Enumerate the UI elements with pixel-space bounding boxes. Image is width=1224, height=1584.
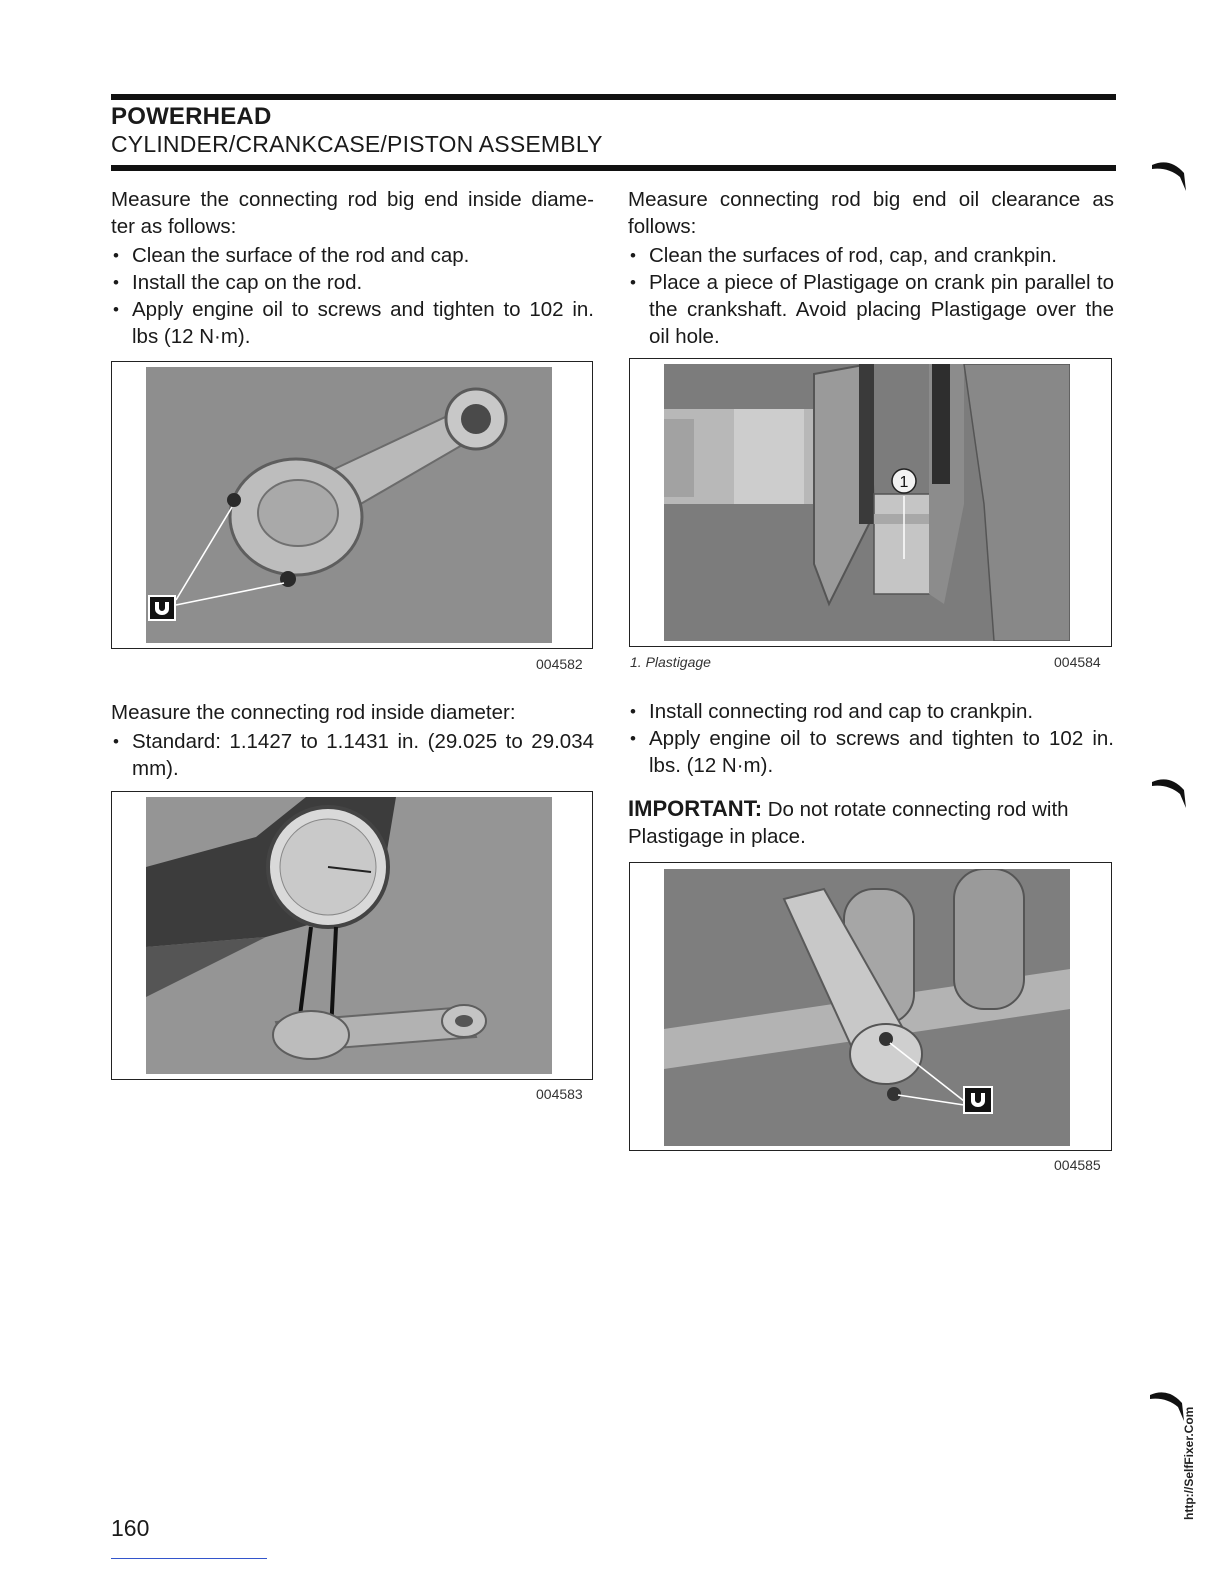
photo-connecting-rod: [146, 367, 552, 643]
figure-number: 004584: [1054, 654, 1101, 670]
figure-caption: 1. Plastigage: [630, 654, 711, 670]
left-bullet-list-2: [111, 728, 594, 782]
callout-1: [892, 469, 916, 493]
left-instructions-2: [111, 699, 594, 782]
right-instructions-1: [628, 186, 1114, 350]
figure-connecting-rod: [111, 361, 593, 649]
watermark: [1182, 1390, 1216, 1520]
important-note: [628, 795, 1114, 850]
figure-number: 004582: [536, 656, 583, 672]
torque-wrench-icon: [149, 596, 175, 620]
edge-tab-mark: [1150, 772, 1190, 812]
torque-wrench-icon: [964, 1087, 992, 1113]
list-item: • Apply engine oil to screws and tighten to 102 in. lbs. (12 N·m).: [628, 725, 1114, 779]
list-item: • Clean the surface of the rod and cap.: [111, 242, 594, 269]
callout-number: 1: [899, 474, 909, 491]
right-instructions-2: [628, 698, 1114, 850]
list-item: • Install the cap on the rod.: [111, 269, 594, 296]
right-bullet-list-1: [628, 242, 1114, 350]
left-intro-2: Measure the connecting rod inside diameter:: [111, 701, 516, 724]
figure-dial-gauge: [111, 791, 593, 1080]
watermark-text: http://SelfFixer.Com: [1182, 1406, 1196, 1520]
left-instructions-1: [111, 186, 594, 350]
figure-number: 004585: [1054, 1157, 1101, 1173]
right-intro-1: Measure connecting rod big end oil clearance as follows:: [628, 188, 1114, 238]
list-item: • Apply engine oil to screws and tighten to 102 in. lbs (12 N·m).: [111, 296, 594, 350]
list-item: • Standard: 1.1427 to 1.1431 in. (29.025 to 29.034 mm).: [111, 728, 594, 782]
header-rule-bottom: [111, 165, 1116, 171]
list-item: • Install connecting rod and cap to crankpin.: [628, 698, 1114, 725]
left-intro-1: Measure the connecting rod big end inside diame- ter as follows:: [111, 188, 594, 238]
right-bullet-list-2: [628, 698, 1114, 779]
photo-crankpin: [664, 364, 1070, 641]
figure-rod-installed: [629, 862, 1112, 1151]
subsection-title: CYLINDER/CRANKCASE/PISTON ASSEMBLY: [111, 131, 603, 157]
page-number: 160: [111, 1515, 150, 1541]
footer-divider: [111, 1558, 267, 1559]
important-text: Do not rotate connecting rod with Plastigage in place.: [628, 798, 1069, 848]
left-bullet-list-1: [111, 242, 594, 350]
list-item: • Place a piece of Plastigage on crank pin parallel to the crankshaft. Avoid placing Plastigage over the oil hole.: [628, 269, 1114, 350]
photo-dial-gauge: [146, 797, 552, 1074]
edge-tab-mark: [1150, 155, 1190, 195]
figure-plastigage: [629, 358, 1112, 647]
important-label: IMPORTANT:: [628, 796, 763, 821]
list-item: • Clean the surfaces of rod, cap, and crankpin.: [628, 242, 1114, 269]
section-title: POWERHEAD: [111, 103, 272, 130]
figure-number: 004583: [536, 1086, 583, 1102]
header-rule-top: [111, 94, 1116, 100]
photo-rod-installed: [664, 869, 1070, 1146]
